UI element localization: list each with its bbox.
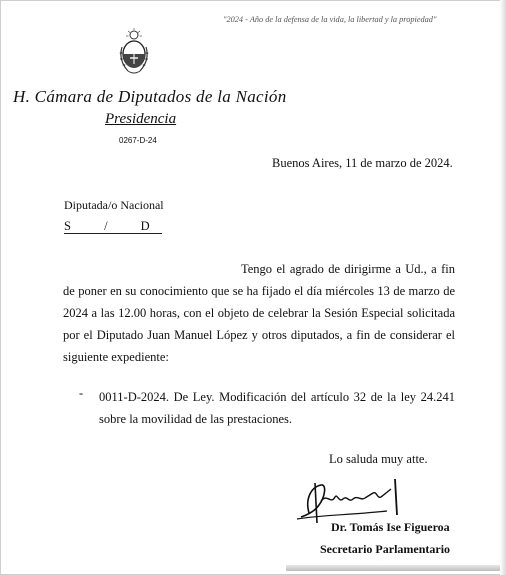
scan-artifact	[286, 565, 500, 571]
signatory-title: Secretario Parlamentario	[320, 542, 451, 556]
signatory-name: Dr. Tomás Ise Figueroa	[331, 520, 450, 534]
year-motto: "2024 - Año de la defensa de la vida, la libertad y la propiedad"	[223, 15, 437, 24]
letter-body: Tengo el agrado de dirigirme a Ud., a fin de poner en su conocimiento que se ha fijado el día miércoles 13 de marzo de 2024 a las 12.00 horas, con el objeto de celebrar la Sesión Especial solicitada por el Diputado Juan Manuel López y otros diputados, a fin de considerar el siguiente expediente:	[63, 262, 455, 364]
list-item: 0011-D-2024. De Ley. Modificación del artículo 32 de la ley 24.241 sobre la movilidad de las prestaciones.	[99, 390, 455, 426]
office-name: Presidencia	[105, 111, 177, 127]
list-bullet: -	[79, 386, 84, 400]
institution-name: H. Cámara de Diputados de la Nación	[13, 87, 287, 106]
recipient-line: Diputada/o Nacional	[64, 198, 164, 212]
document-reference: 0267-D-24	[119, 136, 157, 145]
page-edge-shadow	[500, 0, 506, 575]
recipient-sd-line: S / D	[64, 220, 162, 234]
closing-line: Lo saluda muy atte.	[329, 452, 428, 466]
national-coat-of-arms-icon	[117, 27, 151, 79]
date-line: Buenos Aires, 11 de marzo de 2024.	[272, 156, 453, 170]
